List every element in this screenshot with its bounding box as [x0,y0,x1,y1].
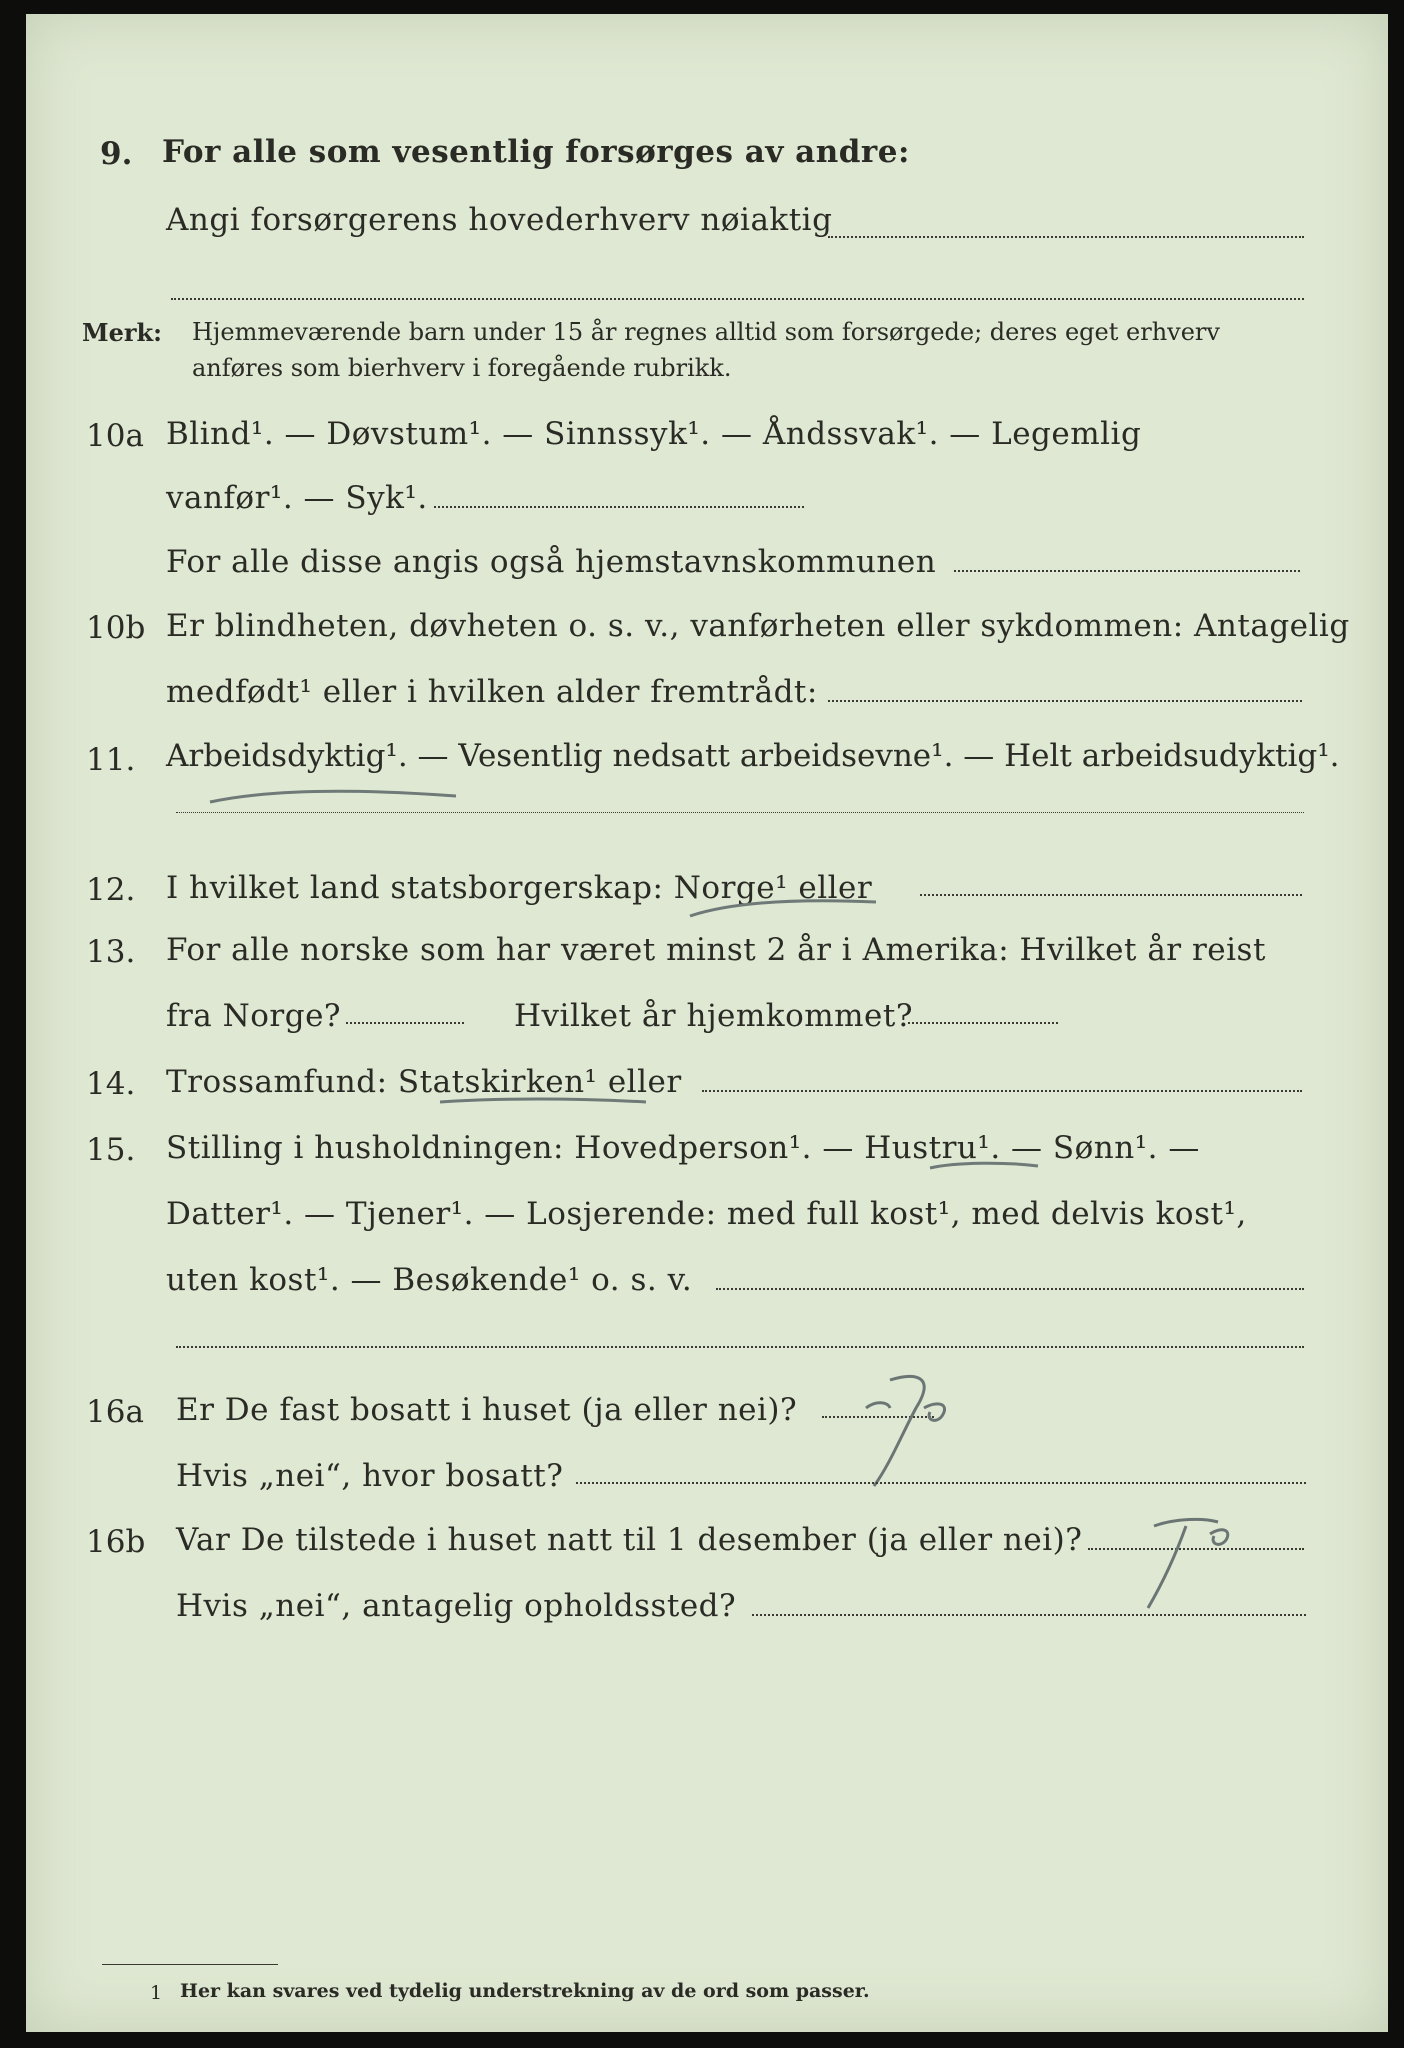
q16a-line1: Er De fast bosatt i huset (ja eller nei)? [176,1392,798,1428]
q16b-number: 16b [86,1524,146,1560]
q16b-line1: Var De tilstede i huset natt til 1 desember (ja eller nei)? [176,1522,1083,1558]
q13-line2b: Hvilket år hjemkommet? [514,998,913,1034]
q10a-line3: For alle disse angis også hjemstavnskommunen [166,544,937,580]
q10b-line2: medfødt¹ eller i hvilken alder fremtrådt: [166,674,818,710]
footnote-rule [102,1964,278,1965]
merk-line2: anføres som bierhverv i foregående rubrikk. [192,354,732,382]
q10b-answer-line [828,700,1302,702]
q16a-bosatt-answer-line [576,1482,1306,1484]
q10b-number: 10b [86,610,146,646]
q15-answer-line [716,1288,1304,1290]
q10a-number: 10a [86,418,144,454]
q15-line3: uten kost¹. — Besøkende¹ o. s. v. [166,1262,693,1298]
q14-line1: Trossamfund: Statskirken¹ eller [166,1064,682,1100]
q14-number: 14. [86,1066,136,1102]
q9-number: 9. [100,136,133,172]
q13-reist-answer-line [346,1022,464,1024]
q9-line2: Angi forsørgerens hovederhverv nøiaktig [166,202,833,238]
q9-answer-line [828,236,1304,238]
q10a-line2: vanfør¹. — Syk¹. [166,480,428,516]
footnote-mark: 1 [150,1982,163,2004]
q11-number: 11. [86,742,136,778]
q16a-number: 16a [86,1394,144,1430]
merk-label: Merk: [82,318,162,347]
q15-answer-line-2 [176,1346,1304,1348]
q13-hjemkommet-answer-line [908,1022,1058,1024]
q15-number: 15. [86,1132,136,1168]
q14-answer-line [702,1090,1302,1092]
q12-answer-line [920,894,1302,896]
q12-handwritten-underline [686,894,886,924]
q10b-line1: Er blindheten, døvheten o. s. v., vanførheten eller sykdommen: Antagelig [166,608,1350,644]
q16a-line2: Hvis „nei“, hvor bosatt? [176,1458,564,1494]
q14-handwritten-underline [436,1088,656,1112]
q11-line1: Arbeidsdyktig¹. — Vesentlig nedsatt arbeidsevne¹. — Helt arbeidsudyktig¹. [166,738,1340,774]
q12-line1: I hvilket land statsborgerskap: Norge¹ eller [166,870,873,906]
q16b-handwritten-answer [1126,1504,1236,1614]
q15-line2: Datter¹. — Tjener¹. — Losjerende: med full kost¹, med delvis kost¹, [166,1196,1247,1232]
footnote-text: Her kan svares ved tydelig understrekning av de ord som passer. [180,1980,870,2002]
q16a-handwritten-answer [846,1368,956,1498]
q11-answer-line [176,812,1304,813]
q13-line1: For alle norske som har været minst 2 år i Amerika: Hvilket år reist [166,932,1266,968]
q15-line1: Stilling i husholdningen: Hovedperson¹. — Hustru¹. — Sønn¹. — [166,1130,1200,1166]
q10a-kommune-answer-line [954,570,1300,572]
q16b-line2: Hvis „nei“, antagelig opholdssted? [176,1588,737,1624]
q12-number: 12. [86,872,136,908]
merk-line1: Hjemmeværende barn under 15 år regnes alltid som forsørgede; deres eget erhverv [192,318,1220,346]
q11-handwritten-underline [206,784,466,810]
q10a-syk-answer-line [434,506,804,508]
q16b-opholdssted-answer-line [752,1614,1306,1616]
q13-number: 13. [86,934,136,970]
q13-line2a: fra Norge? [166,998,342,1034]
q9-line1: For alle som vesentlig forsørges av andre: [162,134,910,170]
q9-answer-line-2 [171,298,1304,300]
q10a-line1: Blind¹. — Døvstum¹. — Sinnssyk¹. — Åndssvak¹. — Legemlig [166,416,1142,452]
census-form-page [26,14,1388,2032]
q15-handwritten-underline [926,1154,1046,1176]
